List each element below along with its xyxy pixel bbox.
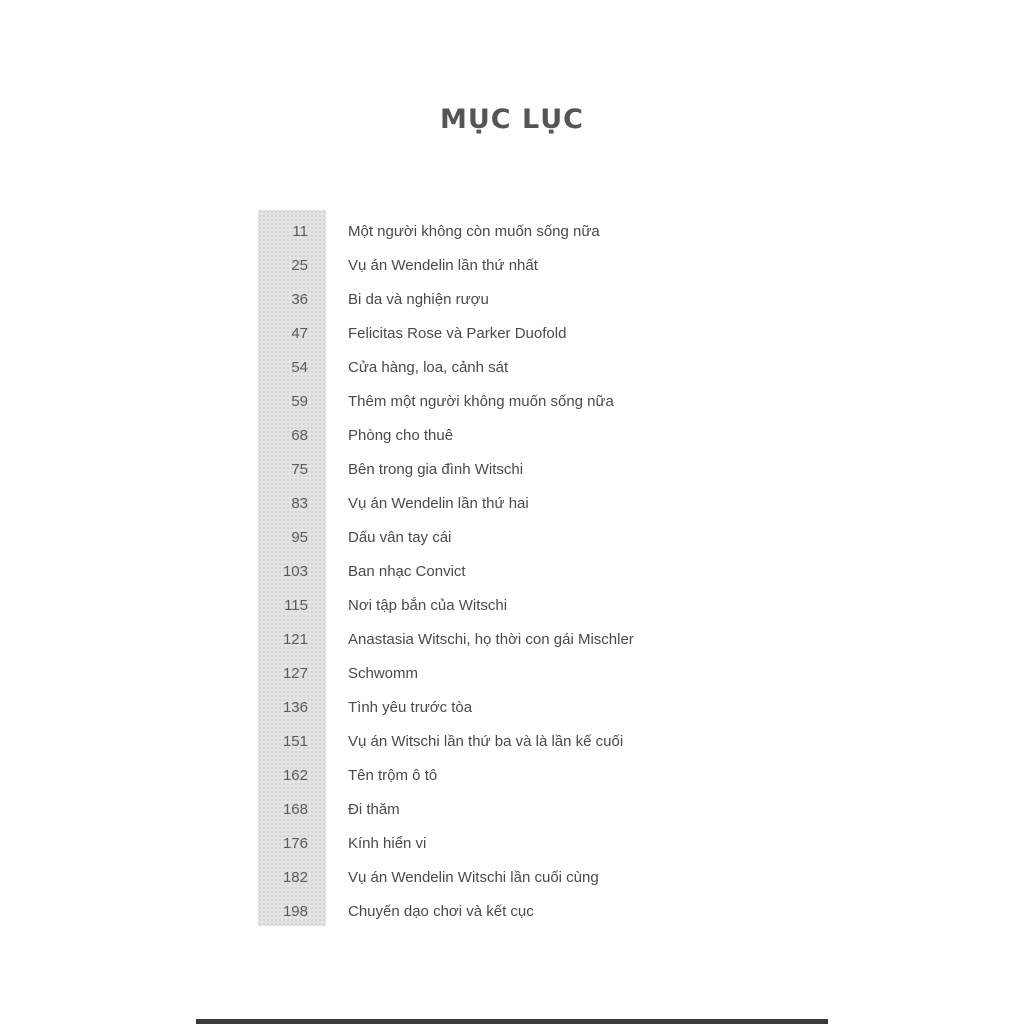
- toc-entry: [258, 350, 678, 384]
- toc-chapter-title: Tên trộm ô tô: [348, 766, 438, 784]
- toc-page-number: 162: [282, 766, 308, 784]
- toc-chapter-title: Anastasia Witschi, họ thời con gái Mischler: [348, 630, 634, 648]
- toc-entry: [258, 758, 678, 792]
- toc-chapter-title: Vụ án Wendelin lần thứ hai: [348, 494, 529, 512]
- toc-chapter-title: Ban nhạc Convict: [348, 562, 466, 580]
- toc-entry: [258, 316, 678, 350]
- toc-page-number: 83: [291, 494, 308, 512]
- toc-entry: [258, 656, 678, 690]
- toc-page-number: 47: [291, 324, 308, 342]
- toc-chapter-title: Schwomm: [348, 664, 419, 682]
- toc-page-number: 127: [282, 664, 308, 682]
- toc-entry: [258, 486, 678, 520]
- toc-page-number: 198: [282, 902, 308, 920]
- toc-page-number: 75: [291, 460, 308, 478]
- toc-entry: [258, 860, 678, 894]
- toc-entry: [258, 418, 678, 452]
- toc-entry: [258, 554, 678, 588]
- toc-page-number: 59: [291, 392, 308, 410]
- toc-chapter-title: Đi thăm: [348, 800, 400, 818]
- toc-chapter-title: Dấu vân tay cái: [348, 528, 452, 546]
- toc-entry: [258, 248, 678, 282]
- toc-page-number: 176: [282, 834, 308, 852]
- toc-entry: [258, 690, 678, 724]
- toc-entry: [258, 588, 678, 622]
- page-title: MỤC LỤC: [440, 104, 584, 135]
- toc-chapter-title: Bên trong gia đình Witschi: [348, 460, 524, 478]
- toc-entry: [258, 792, 678, 826]
- toc-entry: [258, 384, 678, 418]
- toc-entry: [258, 724, 678, 758]
- toc-page-number: 168: [282, 800, 308, 818]
- toc-page-number: 36: [291, 290, 308, 308]
- toc-chapter-title: Nơi tập bắn của Witschi: [348, 596, 508, 614]
- toc-page-number: 54: [291, 358, 308, 376]
- table-of-contents: [258, 214, 678, 928]
- toc-page-number: 121: [282, 630, 308, 648]
- toc-page-number: 11: [292, 222, 308, 240]
- toc-page-number: 95: [291, 528, 308, 546]
- toc-chapter-title: Felicitas Rose và Parker Duofold: [348, 324, 567, 342]
- toc-chapter-title: Phòng cho thuê: [348, 426, 454, 444]
- toc-chapter-title: Kính hiển vi: [348, 834, 427, 852]
- toc-chapter-title: Bi da và nghiện rượu: [348, 290, 489, 308]
- toc-entry: [258, 452, 678, 486]
- toc-page-number: 115: [284, 596, 308, 614]
- toc-page-number: 25: [291, 256, 308, 274]
- toc-chapter-title: Chuyến dạo chơi và kết cục: [348, 902, 534, 920]
- toc-entry: [258, 520, 678, 554]
- toc-chapter-title: Vụ án Wendelin Witschi lần cuối cùng: [348, 868, 599, 886]
- toc-entry: [258, 214, 678, 248]
- toc-page-number: 151: [282, 732, 308, 750]
- toc-entry: [258, 282, 678, 316]
- toc-page-number: 103: [282, 562, 308, 580]
- toc-page-number: 182: [282, 868, 308, 886]
- toc-chapter-title: Thêm một người không muốn sống nữa: [348, 392, 614, 410]
- toc-entry: [258, 622, 678, 656]
- toc-entry: [258, 894, 678, 928]
- toc-chapter-title: Một người không còn muốn sống nữa: [348, 222, 600, 240]
- toc-chapter-title: Tình yêu trước tòa: [348, 698, 473, 716]
- page-bottom-edge: [196, 1019, 828, 1024]
- toc-entry: [258, 826, 678, 860]
- toc-chapter-title: Vụ án Wendelin lần thứ nhất: [348, 256, 538, 274]
- toc-chapter-title: Cửa hàng, loa, cảnh sát: [348, 358, 509, 376]
- toc-page-number: 68: [291, 426, 308, 444]
- toc-page-number: 136: [282, 698, 308, 716]
- toc-chapter-title: Vụ án Witschi lần thứ ba và là lần kế cuối: [348, 732, 624, 750]
